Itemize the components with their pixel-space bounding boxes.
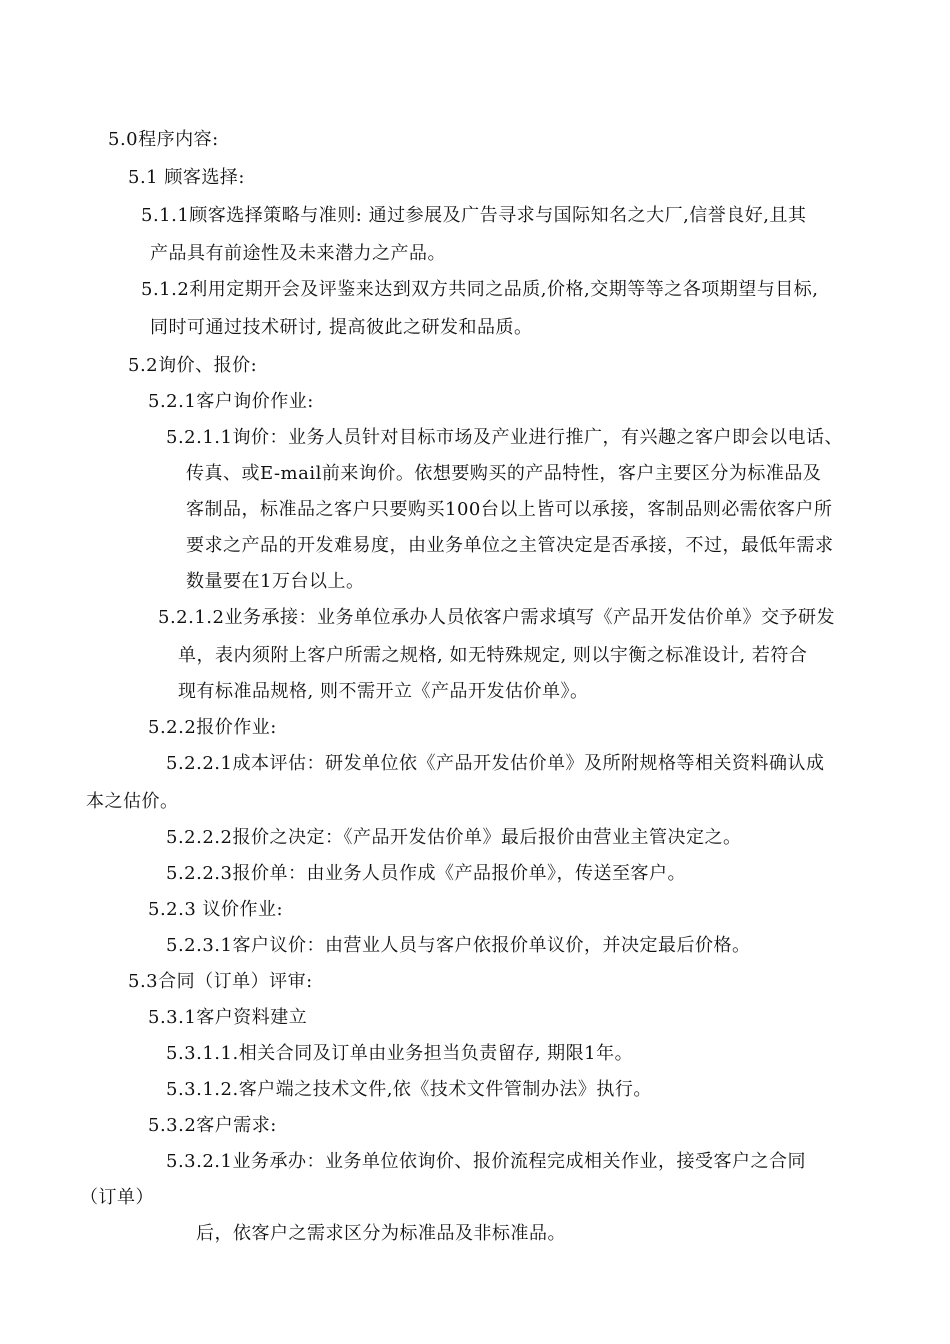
- paragraph-line: 5.2.2.2报价之决定：《产品开发估价单》最后报价由营业主管决定之。: [166, 827, 742, 848]
- paragraph-line: 客制品，标准品之客户只要购买100台以上皆可以承接，客制品则必需依客户所: [186, 499, 833, 520]
- paragraph-line: 5.1.1顾客选择策略与准则: 通过参展及广告寻求与国际知名之大厂,信誉良好,且其: [141, 205, 807, 226]
- section-heading: 5.1 顾客选择:: [128, 167, 245, 188]
- paragraph-line: 同时可通过技术研讨, 提高彼此之研发和品质。: [150, 317, 533, 338]
- section-heading: 5.3合同（订单）评审:: [128, 971, 313, 992]
- paragraph-line: （订单）: [80, 1187, 154, 1208]
- paragraph-line: 5.2.2.3报价单：由业务人员作成《产品报价单》，传送至客户。: [166, 863, 686, 884]
- paragraph-line: 5.3.1.2.客户端之技术文件,依《技术文件管制办法》执行。: [166, 1079, 652, 1100]
- paragraph-line: 5.2.1.1询价：业务人员针对目标市场及产业进行推广，有兴趣之客户即会以电话、: [166, 427, 843, 448]
- section-heading: 5.2.3 议价作业:: [148, 899, 284, 920]
- paragraph-line: 数量要在1万台以上。: [186, 571, 365, 592]
- paragraph-line: 5.2.2.1成本评估：研发单位依《产品开发估价单》及所附规格等相关资料确认成: [166, 753, 825, 774]
- paragraph-line: 产品具有前途性及未来潜力之产品。: [150, 243, 446, 264]
- section-heading: 5.0程序内容:: [108, 129, 219, 150]
- paragraph-line: 5.2.3.1客户议价：由营业人员与客户依报价单议价，并决定最后价格。: [166, 935, 751, 956]
- paragraph-line: 5.1.2利用定期开会及评鉴来达到双方共同之品质,价格,交期等等之各项期望与目标,: [141, 279, 819, 300]
- paragraph-line: 要求之产品的开发难易度，由业务单位之主管决定是否承接，不过，最低年需求: [186, 535, 834, 556]
- paragraph-line: 5.3.1.1.相关合同及订单由业务担当负责留存, 期限1年。: [166, 1043, 634, 1064]
- paragraph-line: 现有标准品规格, 则不需开立《产品开发估价单》。: [178, 681, 589, 702]
- section-heading: 5.2询价、报价:: [128, 355, 258, 376]
- paragraph-line: 单，表内须附上客户所需之规格, 如无特殊规定, 则以宇衡之标准设计, 若符合: [178, 645, 808, 666]
- section-heading: 5.2.1客户询价作业:: [148, 391, 314, 412]
- paragraph-line: 传真、或E-mail前来询价。依想要购买的产品特性，客户主要区分为标准品及: [186, 463, 822, 484]
- section-heading: 5.3.2客户需求:: [148, 1115, 277, 1136]
- section-heading: 5.2.2报价作业:: [148, 717, 277, 738]
- paragraph-line: 5.2.1.2业务承接：业务单位承办人员依客户需求填写《产品开发估价单》交予研发: [158, 607, 835, 628]
- section-heading: 5.3.1客户资料建立: [148, 1007, 308, 1028]
- paragraph-line: 5.3.2.1业务承办：业务单位依询价、报价流程完成相关作业，接受客户之合同: [166, 1151, 806, 1172]
- paragraph-line: 本之估价。: [86, 791, 179, 812]
- paragraph-line: 后，依客户之需求区分为标准品及非标准品。: [196, 1223, 566, 1244]
